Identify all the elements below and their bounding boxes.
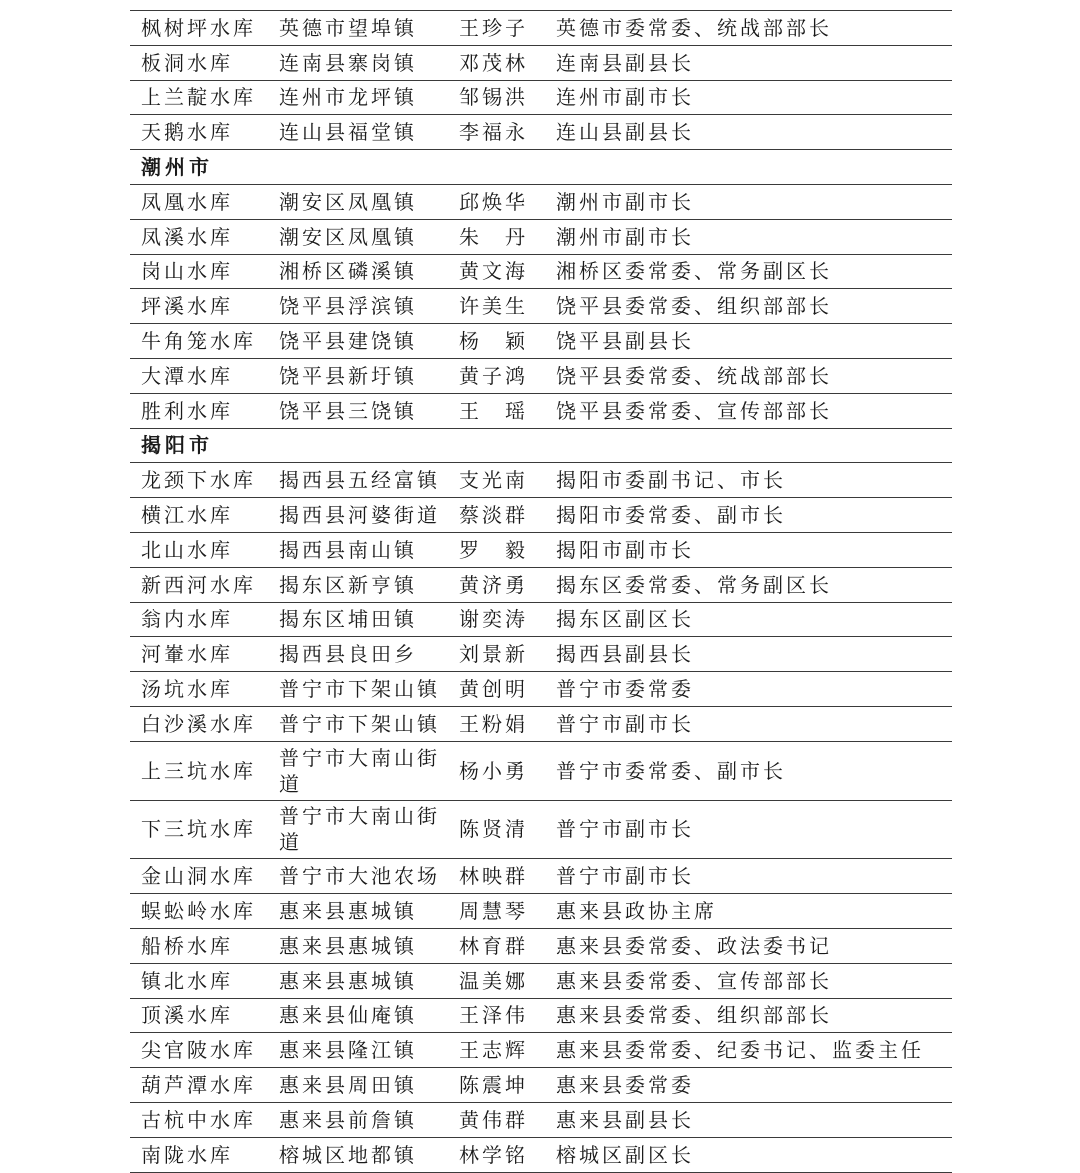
table-row xyxy=(130,80,952,115)
table-row xyxy=(130,498,952,533)
location-cell: 饶平县建饶镇 xyxy=(268,324,448,359)
reservoir-name-cell: 岗山水库 xyxy=(130,254,268,289)
responsible-person-cell: 谢奕涛 xyxy=(448,602,545,637)
position-cell: 英德市委常委、统战部部长 xyxy=(545,11,952,46)
location-cell: 饶平县三饶镇 xyxy=(268,393,448,428)
position-cell: 普宁市委常委、副市长 xyxy=(545,741,952,800)
responsible-person-cell: 黄子鸿 xyxy=(448,358,545,393)
reservoir-name-cell: 坪溪水库 xyxy=(130,289,268,324)
position-cell: 惠来县副县长 xyxy=(545,1102,952,1137)
responsible-person-cell: 陈震坤 xyxy=(448,1068,545,1103)
responsible-person-cell: 黄创明 xyxy=(448,672,545,707)
table-row xyxy=(130,115,952,150)
responsible-person-cell: 蔡淡群 xyxy=(448,498,545,533)
responsible-person-cell: 邱焕华 xyxy=(448,184,545,219)
responsible-person-cell: 王泽伟 xyxy=(448,998,545,1033)
reservoir-name-cell: 翁内水库 xyxy=(130,602,268,637)
reservoir-name-cell: 南陇水库 xyxy=(130,1137,268,1172)
table-row xyxy=(130,672,952,707)
responsible-person-cell: 李福永 xyxy=(448,115,545,150)
table-row xyxy=(130,1102,952,1137)
position-cell: 饶平县委常委、宣传部部长 xyxy=(545,393,952,428)
reservoir-name-cell: 葫芦潭水库 xyxy=(130,1068,268,1103)
responsible-person-cell: 王粉娟 xyxy=(448,706,545,741)
table-row xyxy=(130,45,952,80)
reservoir-name-cell: 蜈蚣岭水库 xyxy=(130,894,268,929)
reservoir-name-cell: 镇北水库 xyxy=(130,963,268,998)
responsible-person-cell: 陈贤清 xyxy=(448,800,545,859)
table-row xyxy=(130,928,952,963)
position-cell: 连南县副县长 xyxy=(545,45,952,80)
table-row xyxy=(130,184,952,219)
responsible-person-cell: 杨 颖 xyxy=(448,324,545,359)
table-row xyxy=(130,324,952,359)
table-row xyxy=(130,289,952,324)
reservoir-name-cell: 新西河水库 xyxy=(130,567,268,602)
responsible-person-cell: 朱 丹 xyxy=(448,219,545,254)
location-cell: 榕城区地都镇 xyxy=(268,1137,448,1172)
position-cell: 饶平县副县长 xyxy=(545,324,952,359)
position-cell: 潮州市副市长 xyxy=(545,219,952,254)
reservoir-name-cell: 板洞水库 xyxy=(130,45,268,80)
table-row xyxy=(130,963,952,998)
location-cell: 惠来县惠城镇 xyxy=(268,894,448,929)
position-cell: 揭阳市委常委、副市长 xyxy=(545,498,952,533)
responsible-person-cell: 林映群 xyxy=(448,859,545,894)
position-cell: 潮州市副市长 xyxy=(545,184,952,219)
position-cell: 普宁市副市长 xyxy=(545,706,952,741)
location-cell: 揭西县良田乡 xyxy=(268,637,448,672)
reservoir-name-cell: 大潭水库 xyxy=(130,358,268,393)
location-cell: 惠来县惠城镇 xyxy=(268,963,448,998)
reservoir-name-cell: 胜利水库 xyxy=(130,393,268,428)
reservoir-name-cell: 顶溪水库 xyxy=(130,998,268,1033)
reservoir-name-cell: 汤坑水库 xyxy=(130,672,268,707)
position-cell: 揭阳市委副书记、市长 xyxy=(545,463,952,498)
responsible-person-cell: 罗 毅 xyxy=(448,532,545,567)
location-cell: 潮安区凤凰镇 xyxy=(268,219,448,254)
responsible-person-cell: 周慧琴 xyxy=(448,894,545,929)
responsible-person-cell: 杨小勇 xyxy=(448,741,545,800)
reservoir-name-cell: 凤溪水库 xyxy=(130,219,268,254)
city-section-row xyxy=(130,150,952,185)
reservoir-name-cell: 尖官陂水库 xyxy=(130,1033,268,1068)
reservoir-name-cell: 上兰靛水库 xyxy=(130,80,268,115)
reservoir-name-cell: 金山洞水库 xyxy=(130,859,268,894)
table-row xyxy=(130,532,952,567)
location-cell: 连州市龙坪镇 xyxy=(268,80,448,115)
location-cell: 饶平县浮滨镇 xyxy=(268,289,448,324)
table-row xyxy=(130,1068,952,1103)
reservoir-name-cell: 横江水库 xyxy=(130,498,268,533)
reservoir-name-cell: 牛角笼水库 xyxy=(130,324,268,359)
responsible-person-cell: 邓茂林 xyxy=(448,45,545,80)
position-cell: 饶平县委常委、组织部部长 xyxy=(545,289,952,324)
responsible-person-cell: 林育群 xyxy=(448,928,545,963)
city-section-row xyxy=(130,428,952,463)
responsible-person-cell: 邹锡洪 xyxy=(448,80,545,115)
table-row xyxy=(130,254,952,289)
reservoir-name-cell: 古杭中水库 xyxy=(130,1102,268,1137)
table-row xyxy=(130,800,952,859)
location-cell: 普宁市下架山镇 xyxy=(268,672,448,707)
responsible-person-cell: 黄济勇 xyxy=(448,567,545,602)
responsible-person-cell: 温美娜 xyxy=(448,963,545,998)
table-row xyxy=(130,894,952,929)
location-cell: 普宁市大南山街道 xyxy=(268,741,448,800)
position-cell: 揭阳市副市长 xyxy=(545,532,952,567)
location-cell: 揭西县河婆街道 xyxy=(268,498,448,533)
position-cell: 揭东区副区长 xyxy=(545,602,952,637)
reservoir-name-cell: 河輋水库 xyxy=(130,637,268,672)
responsible-person-cell: 王珍子 xyxy=(448,11,545,46)
responsible-person-cell: 刘景新 xyxy=(448,637,545,672)
table-row xyxy=(130,463,952,498)
position-cell: 榕城区副区长 xyxy=(545,1137,952,1172)
location-cell: 连南县寨岗镇 xyxy=(268,45,448,80)
responsible-person-cell: 林学铭 xyxy=(448,1137,545,1172)
responsible-person-cell: 黄文海 xyxy=(448,254,545,289)
position-cell: 湘桥区委常委、常务副区长 xyxy=(545,254,952,289)
table-row xyxy=(130,11,952,46)
position-cell: 连山县副县长 xyxy=(545,115,952,150)
location-cell: 揭东区埔田镇 xyxy=(268,602,448,637)
table-row xyxy=(130,358,952,393)
location-cell: 普宁市下架山镇 xyxy=(268,706,448,741)
position-cell: 揭东区委常委、常务副区长 xyxy=(545,567,952,602)
location-cell: 潮安区凤凰镇 xyxy=(268,184,448,219)
reservoir-name-cell: 船桥水库 xyxy=(130,928,268,963)
location-cell: 揭西县五经富镇 xyxy=(268,463,448,498)
location-cell: 揭西县南山镇 xyxy=(268,532,448,567)
position-cell: 连州市副市长 xyxy=(545,80,952,115)
location-cell: 揭东区新亨镇 xyxy=(268,567,448,602)
table-row xyxy=(130,602,952,637)
location-cell: 湘桥区磷溪镇 xyxy=(268,254,448,289)
reservoir-name-cell: 白沙溪水库 xyxy=(130,706,268,741)
table-row xyxy=(130,637,952,672)
position-cell: 普宁市副市长 xyxy=(545,859,952,894)
position-cell: 惠来县委常委、宣传部部长 xyxy=(545,963,952,998)
responsible-person-cell: 支光南 xyxy=(448,463,545,498)
table-row xyxy=(130,393,952,428)
responsible-person-cell: 王 瑶 xyxy=(448,393,545,428)
position-cell: 惠来县委常委、政法委书记 xyxy=(545,928,952,963)
position-cell: 普宁市副市长 xyxy=(545,800,952,859)
table-row xyxy=(130,741,952,800)
position-cell: 惠来县委常委 xyxy=(545,1068,952,1103)
position-cell: 惠来县委常委、纪委书记、监委主任 xyxy=(545,1033,952,1068)
city-section-title: 揭阳市 xyxy=(130,428,952,463)
table-row xyxy=(130,1033,952,1068)
location-cell: 惠来县仙庵镇 xyxy=(268,998,448,1033)
responsible-person-cell: 王志辉 xyxy=(448,1033,545,1068)
city-section-title: 潮州市 xyxy=(130,150,952,185)
reservoir-responsibility-table xyxy=(130,10,952,1173)
position-cell: 惠来县政协主席 xyxy=(545,894,952,929)
position-cell: 饶平县委常委、统战部部长 xyxy=(545,358,952,393)
location-cell: 惠来县隆江镇 xyxy=(268,1033,448,1068)
table-row xyxy=(130,567,952,602)
position-cell: 惠来县委常委、组织部部长 xyxy=(545,998,952,1033)
location-cell: 连山县福堂镇 xyxy=(268,115,448,150)
responsible-person-cell: 黄伟群 xyxy=(448,1102,545,1137)
location-cell: 惠来县惠城镇 xyxy=(268,928,448,963)
table-row xyxy=(130,1137,952,1172)
position-cell: 揭西县副县长 xyxy=(545,637,952,672)
location-cell: 惠来县前詹镇 xyxy=(268,1102,448,1137)
reservoir-name-cell: 枫树坪水库 xyxy=(130,11,268,46)
responsible-person-cell: 许美生 xyxy=(448,289,545,324)
location-cell: 普宁市大南山街道 xyxy=(268,800,448,859)
position-cell: 普宁市委常委 xyxy=(545,672,952,707)
reservoir-name-cell: 天鹅水库 xyxy=(130,115,268,150)
location-cell: 英德市望埠镇 xyxy=(268,11,448,46)
reservoir-name-cell: 北山水库 xyxy=(130,532,268,567)
table-row xyxy=(130,859,952,894)
table-row xyxy=(130,219,952,254)
location-cell: 惠来县周田镇 xyxy=(268,1068,448,1103)
table-row xyxy=(130,998,952,1033)
table-row xyxy=(130,706,952,741)
reservoir-name-cell: 下三坑水库 xyxy=(130,800,268,859)
location-cell: 普宁市大池农场 xyxy=(268,859,448,894)
reservoir-name-cell: 上三坑水库 xyxy=(130,741,268,800)
location-cell: 饶平县新圩镇 xyxy=(268,358,448,393)
reservoir-name-cell: 凤凰水库 xyxy=(130,184,268,219)
table-body xyxy=(130,11,952,1173)
reservoir-name-cell: 龙颈下水库 xyxy=(130,463,268,498)
